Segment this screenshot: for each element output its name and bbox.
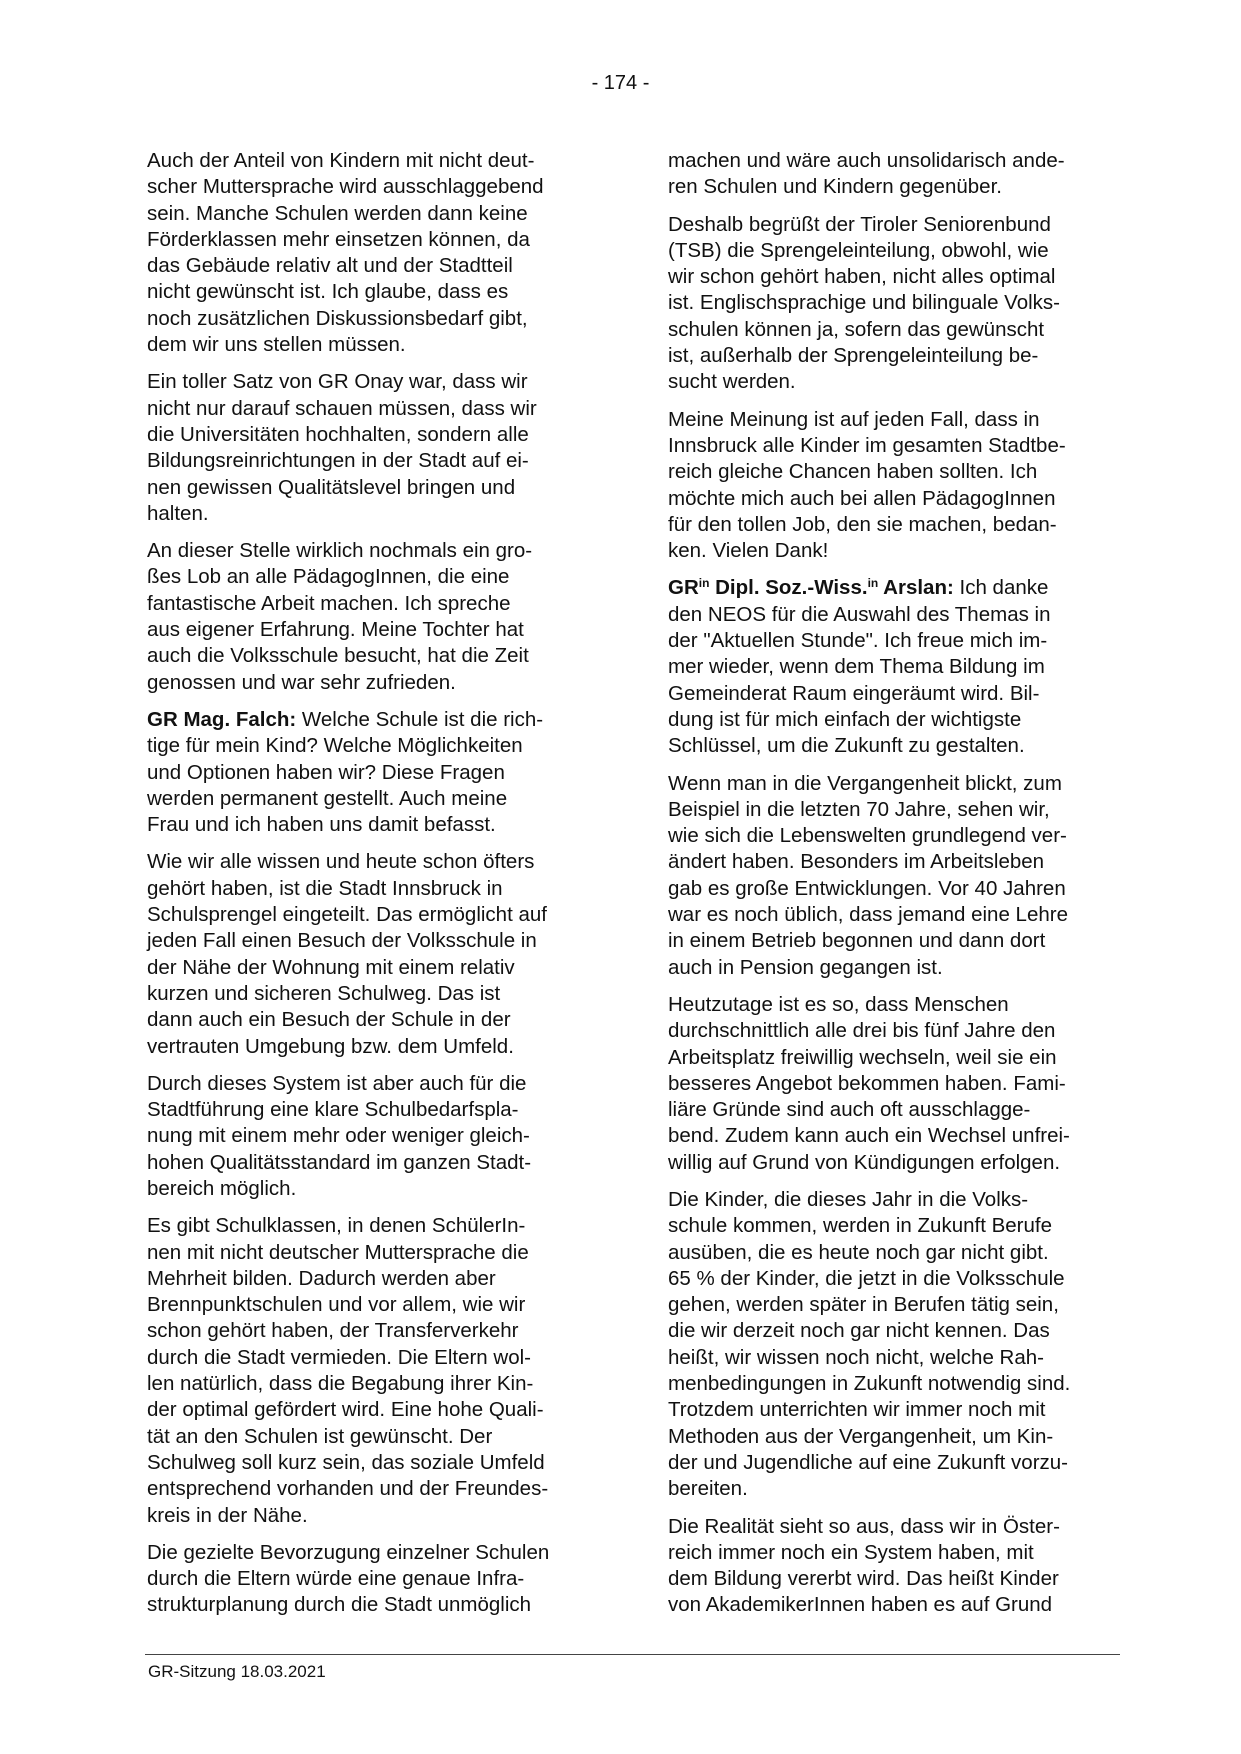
paragraph-text: An dieser Stelle wirklich nochmals ein gro- ßes Lob an alle PädagogInnen, die eine fantastische Arbeit machen. Ich spreche aus eigener Erfahrung. Meine Tochter hat auch die Volksschule besucht, hat die Zeit genossen und war sehr zufrieden. [147,539,533,694]
paragraph [147,538,595,696]
paragraph [668,1187,1116,1503]
paragraph-text: Die gezielte Bevorzugung einzelner Schulen durch die Eltern würde eine genaue Infra- strukturplanung durch die Stadt unmöglich [147,1540,550,1617]
paragraph-text: Auch der Anteil von Kindern mit nicht deut- scher Muttersprache wird ausschlaggebend sein. Manche Schulen werden dann keine Förderklassen mehr einsetzen können, da das Gebäude relativ alt und der Stadtteil nicht gewünscht ist. Ich glaube, dass es noch zusätzlichen Diskussionsbedarf gibt, dem wir uns stellen müssen. [147,149,544,357]
footer-divider [145,1654,1120,1655]
paragraph [147,1540,595,1619]
right-column [668,148,1116,1630]
paragraph-text: machen und wäre auch unsolidarisch ande- ren Schulen und Kindern gegenüber. [668,149,1065,199]
paragraph [668,771,1116,981]
speech-paragraph [147,707,595,838]
paragraph [147,849,595,1059]
speaker-name [668,576,954,599]
paragraph-text: Meine Meinung ist auf jeden Fall, dass in Innsbruck alle Kinder im gesamten Stadtbe- reich gleiche Chancen haben sollten. Ich möchte mich auch bei allen PädagogInnen für den tollen Job, den sie machen, bedan- ken. Vielen Dank! [668,407,1066,563]
footer-text: GR-Sitzung 18.03.2021 [148,1662,326,1681]
paragraph [668,992,1116,1176]
paragraph-text: Es gibt Schulklassen, in denen SchülerIn- nen mit nicht deutscher Muttersprache die Mehrheit bilden. Dadurch werden aber Brennpunktschulen und vor allem, wie wir schon gehört haben, der Transferverkehr durch die Stadt vermieden. Die Eltern wol- len natürlich, dass die Begabung ihrer Kin- der optimal gefördert wird. Eine hohe Quali- tät an den Schulen ist gewünscht. Der Schulweg soll kurz sein, das soziale Umfeld entsprechend vorhanden und der Freundes- kreis in der Nähe. [147,1214,549,1527]
paragraph-text: Deshalb begrüßt der Tiroler Seniorenbund (TSB) die Sprengeleinteilung, obwohl, wie wir schon gehört haben, nicht alles optimal ist. Englischsprachige und bilinguale Volks- schulen können ja, sofern das gewünscht ist, außerhalb der Sprengeleinteilung be- sucht werden. [668,212,1061,394]
paragraph [147,1213,595,1529]
paragraph [147,1071,595,1202]
speaker-title: GR [668,576,699,600]
paragraph-text: Ich danke den NEOS für die Auswahl des Themas in der "Aktuellen Stunde". Ich freue mich im- mer wieder, wenn dem Thema Bildung im Gemeinderat Raum eingeräumt wird. Bil- dung ist für mich einfach der wichtigste Schlüssel, um die Zukunft zu gestalten. [668,576,1051,758]
paragraph-text: Durch dieses System ist aber auch für die Stadtführung eine klare Schulbedarfspla- nung mit einem mehr oder weniger gleich- hohen Qualitätsstandard im ganzen Stadt- bereich möglich. [147,1071,532,1200]
paragraph-text: Welche Schule ist die rich- tige für mein Kind? Welche Möglichkeiten und Optionen haben wir? Diese Fragen werden permanent gestellt. Auch meine Frau und ich haben uns damit befasst. [147,707,544,837]
page-number: - 174 - [591,72,650,94]
paragraph [147,369,595,527]
speaker-name: GR Mag. Falch: [147,707,297,731]
paragraph [668,1514,1116,1619]
paragraph-text: Wie wir alle wissen und heute schon öfters gehört haben, ist die Stadt Innsbruck in Schulsprengel eingeteilt. Das ermöglicht auf jeden Fall einen Besuch der Volksschule in der Nähe der Wohnung mit einem relativ kurzen und sicheren Schulweg. Das ist dann auch ein Besuch der Schule in der vertrauten Umgebung bzw. dem Umfeld. [147,850,547,1058]
paragraph-text: Heutzutage ist es so, dass Menschen durchschnittlich alle drei bis fünf Jahre den Arbeitsplatz freiwillig wechseln, weil sie ein besseres Angebot bekommen haben. Fami- liäre Gründe sind auch oft ausschlagge- bend. Zudem kann auch ein Wechsel unfrei- willig auf Grund von Kündigungen erfolgen. [668,992,1070,1174]
speaker-degree-suffix: in [867,576,879,591]
paragraph-text: Die Kinder, die dieses Jahr in die Volks- schule kommen, werden in Zukunft Berufe ausüben, die es heute noch gar nicht gibt. 65 % der Kinder, die jetzt in die Volksschule gehen, werden später in Berufen tätig sein, die wir derzeit noch gar nicht kennen. Das heißt, wir wissen noch nicht, welche Rah- menbedingungen in Zukunft notwendig sind. Trotzdem unterrichten wir immer noch mit Methoden aus der Vergangenheit, um Kin- der und Jugendliche auf eine Zukunft vorzu- bereiten. [668,1187,1071,1501]
paragraph-text: Ein toller Satz von GR Onay war, dass wir nicht nur darauf schauen müssen, dass wir die Universitäten hochhalten, sondern alle Bildungsreinrichtungen in der Stadt auf ei- nen gewissen Qualitätslevel bringen und halten. [147,370,537,525]
paragraph [668,148,1116,201]
speech-paragraph [668,575,1116,759]
speaker-surname: Arslan: [878,576,954,600]
speaker-title-suffix: in [698,576,710,591]
left-column [147,148,595,1630]
paragraph-text: Wenn man in die Vergangenheit blickt, zum Beispiel in die letzten 70 Jahre, sehen wir, wie sich die Lebenswelten grundlegend ver- ändert haben. Besonders im Arbeitsleben gab es große Entwicklungen. Vor 40 Jahren war es noch üblich, dass jemand eine Lehre in einem Betrieb begonnen und dann dort auch in Pension gegangen ist. [668,771,1068,979]
paragraph [147,148,595,358]
paragraph-text: Die Realität sieht so aus, dass wir in Öster- reich immer noch ein System haben, mit dem Bildung vererbt wird. Das heißt Kinder von AkademikerInnen haben es auf Grund [668,1514,1060,1617]
paragraph [668,407,1116,565]
paragraph [668,212,1116,396]
speaker-degree: Dipl. Soz.-Wiss. [709,576,868,600]
